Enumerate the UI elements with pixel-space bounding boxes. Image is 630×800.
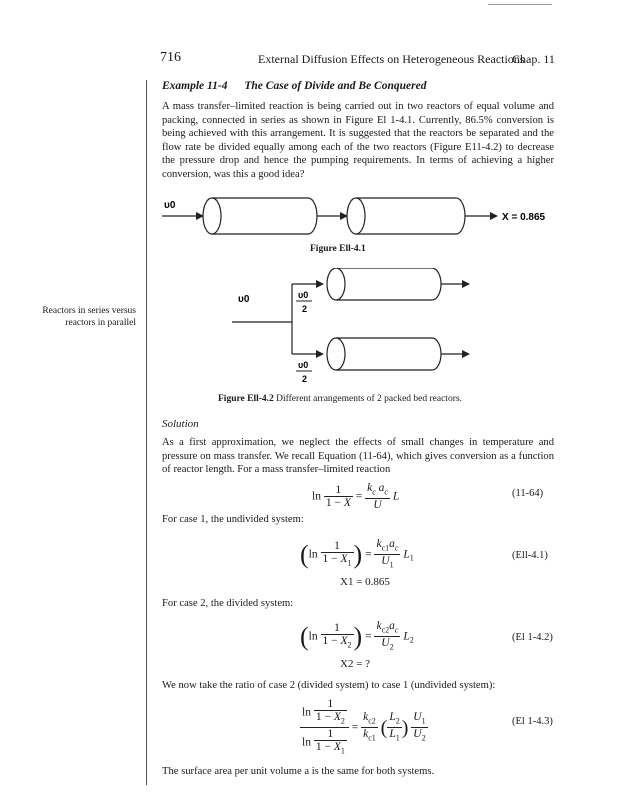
reactor-1 bbox=[203, 198, 317, 234]
example-label: Example 11-4 bbox=[162, 80, 228, 92]
ratio-text: We now take the ratio of case 2 (divided system) to case 1 (undivided system): bbox=[162, 680, 496, 691]
eq-e11-4-3-number: (El 1-4.3) bbox=[512, 716, 553, 727]
solution-heading: Solution bbox=[162, 418, 199, 430]
page-number: 716 bbox=[160, 50, 181, 65]
chapter-title: External Diffusion Effects on Heterogeneous Reactions bbox=[258, 52, 525, 66]
reactor-parallel-bottom bbox=[327, 338, 441, 370]
figure2-caption-text: Different arrangements of 2 packed bed reactors. bbox=[276, 394, 462, 404]
figure2-caption bbox=[218, 394, 462, 404]
figure1-caption: Figure Ell-4.1 bbox=[310, 244, 366, 254]
example-name: The Case of Divide and Be Conquered bbox=[244, 80, 427, 92]
top-rule bbox=[488, 4, 552, 5]
fig2-inlet-label: υ0 bbox=[238, 294, 250, 305]
example-paragraph: A mass transfer–limited reaction is being carried out in two reactors of equal volume and packing, connected in series as shown in Figure El 1-4.1. Currently, 86.5% conversion is being achieved with this arrangement. It is suggested that the reactors be separated and the flow rate be divided equally among each of the two reactors (Figure E11-4.2) to decrease the pressure drop and hence the pumping requirements. In terms of achieving a higher conversion, was this a good idea? bbox=[162, 101, 554, 180]
equation-e11-4-3: ln $\frac{1}{1 - X_2}$ ln $\frac{1}{1 - X_1}$ = $\frac{k_{c2}}{k_{c1}}$ ( $\frac{L_2}{L_1}$ ) $\frac{U_1}{U_2}$ bbox=[302, 698, 426, 756]
fig2-split-bottom-num: υ0 bbox=[298, 360, 309, 370]
final-text: The surface area per unit volume a is the same for both systems. bbox=[162, 766, 435, 777]
fig1-outlet-label: X = 0.865 bbox=[502, 212, 546, 223]
reactor-parallel-top bbox=[327, 268, 441, 300]
x1-value: X1 = 0.865 bbox=[340, 576, 390, 588]
case2-label: For case 2, the divided system: bbox=[162, 598, 294, 609]
chapter-label: Chap. 11 bbox=[512, 52, 555, 66]
figure-series-reactors bbox=[160, 196, 560, 248]
fig1-inlet-label: υ0 bbox=[164, 200, 176, 211]
margin-rule bbox=[146, 80, 147, 785]
equation-e11-4-2: (ln $\frac{1}{1 - X_2}$ ) = $\frac{k_{c2}a_c}{U_2}$ $L_2$ bbox=[300, 620, 414, 652]
fig2-split-top-den: 2 bbox=[302, 304, 308, 314]
reactor-2 bbox=[347, 198, 465, 234]
equation-11-64: ln $\frac{1}{1 - X}$ = $\frac{k_c a_c}{U}$ L bbox=[312, 482, 400, 512]
eq-e11-4-1-number: (Ell-4.1) bbox=[512, 550, 548, 561]
eq-11-64-number: (11-64) bbox=[512, 488, 544, 499]
solution-paragraph: As a first approximation, we neglect the effects of small changes in temperature and pressure on mass transfer. We recall Equation (11-64), which gives conversion as a function of reactor length. For a mass transfer–limited reaction bbox=[162, 437, 554, 476]
fig2-split-top-num: υ0 bbox=[298, 290, 309, 300]
equation-e11-4-1: (ln $\frac{1}{1 - X_1}$ ) = $\frac{k_{c1}a_c}{U_1}$ $L_1$ bbox=[300, 538, 414, 570]
fig2-split-bottom-den: 2 bbox=[302, 374, 308, 384]
case1-label: For case 1, the undivided system: bbox=[162, 514, 304, 525]
eq-e11-4-2-number: (El 1-4.2) bbox=[512, 632, 553, 643]
figure2-caption-label: Figure Ell-4.2 bbox=[218, 394, 274, 404]
example-title bbox=[162, 80, 440, 92]
margin-note: Reactors in series versus reactors in parallel bbox=[42, 306, 136, 328]
figure-parallel-reactors bbox=[226, 268, 486, 388]
x2-value: X2 = ? bbox=[340, 658, 371, 670]
